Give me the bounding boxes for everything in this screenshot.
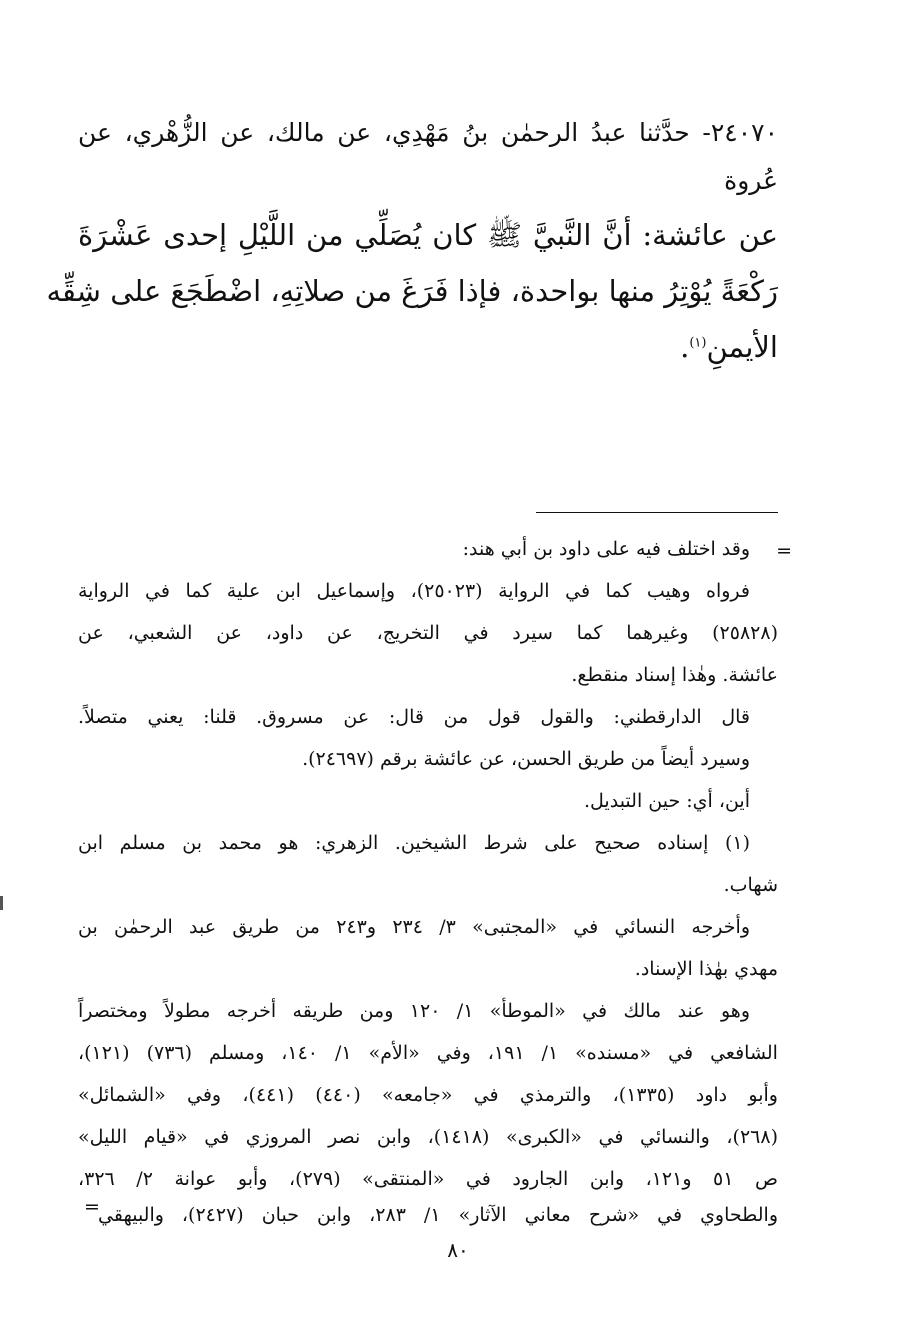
footnote-line-13: الشافعي في «مسنده» ١/ ١٩١، وفي «الأم» ١/ ١٤٠، ومسلم (٧٣٦) (١٢١)، xyxy=(78,1042,778,1064)
footnote-line-5: قال الدارقطني: والقول قول من قال: عن مسروق. قلنا: يعني متصلاً. xyxy=(78,706,750,728)
margin-mark xyxy=(0,896,3,910)
footnote-line-7: أين، أي: حين التبديل. xyxy=(584,790,750,812)
footnote-line-3: (٢٥٨٢٨) وغيرهما كما سيرد في التخريج، عن داود، عن الشعبي، عن xyxy=(78,622,778,644)
footnote-line-4: عائشة. وهٰذا إسناد منقطع. xyxy=(571,664,778,686)
hadith-matn-text: الأيمنِ xyxy=(706,330,778,364)
footnote-line-10: وأخرجه النسائي في «المجتبى» ٣/ ٢٣٤ و٢٤٣ من طريق عبد الرحمٰن بن xyxy=(78,916,750,938)
footnote-line-1: وقد اختلف فيه على داود بن أبي هند: xyxy=(462,538,750,560)
hadith-end-mark: . xyxy=(680,330,690,364)
footnote-line-15: (٢٦٨)، والنسائي في «الكبرى» (١٤١٨)، وابن نصر المروزي في «قيام الليل» xyxy=(78,1126,778,1148)
hadith-isnad-line-2: عُروة xyxy=(724,166,778,195)
footnote-line-9: شهاب. xyxy=(723,874,778,896)
continuation-mark-start: = xyxy=(776,540,792,562)
footnote-line-11: مهدي بهٰذا الإسناد. xyxy=(634,958,778,980)
hadith-matn-line-2: رَكْعَةً يُوْتِرُ منها بواحدة، فإذا فَرَغَ من صلاتِهِ، اضْطَجَعَ على شِقِّه xyxy=(46,274,778,308)
footnote-line-14: وأبو داود (١٣٣٥)، والترمذي في «جامعه» (٤٤٠) (٤٤١)، وفي «الشمائل» xyxy=(78,1084,778,1106)
footnote-line-16: ص ٥١ و١٢١، وابن الجارود في «المنتقى» (٢٧٩)، وأبو عوانة ٢/ ٣٢٦، xyxy=(78,1168,778,1190)
footnote-separator xyxy=(536,512,778,513)
hadith-matn-line-1: عن عائشة: أنَّ النَّبيَّ ﷺ كان يُصَلِّي من اللَّيْلِ إحدى عَشْرَةَ xyxy=(78,218,778,252)
footnote-line-6: وسيرد أيضاً من طريق الحسن، عن عائشة برقم (٢٤٦٩٧). xyxy=(302,748,750,770)
hadith-matn-line-3 xyxy=(78,330,778,364)
continuation-mark-end: = xyxy=(84,1196,100,1218)
footnote-line-2: فرواه وهيب كما في الرواية (٢٥٠٢٣)، وإسماعيل ابن علية كما في الرواية xyxy=(78,580,750,602)
footnote-line-17: والطحاوي في «شرح معاني الآثار» ١/ ٢٨٣، وابن حبان (٢٤٢٧)، والبيهقي xyxy=(98,1204,778,1226)
footnote-line-8: (١) إسناده صحيح على شرط الشيخين. الزهري: هو محمد بن مسلم ابن xyxy=(78,832,750,854)
footnote-line-12: وهو عند مالك في «الموطأ» ١/ ١٢٠ ومن طريقه أخرجه مطولاً ومختصراً xyxy=(78,1000,750,1022)
page-number: ٨٠ xyxy=(447,1238,469,1262)
footnote-reference: (١) xyxy=(689,335,707,351)
hadith-isnad-line-1: ٢٤٠٧٠- حدَّثنا عبدُ الرحمٰن بنُ مَهْدِي، عن مالك، عن الزُّهْري، عن xyxy=(78,118,778,147)
